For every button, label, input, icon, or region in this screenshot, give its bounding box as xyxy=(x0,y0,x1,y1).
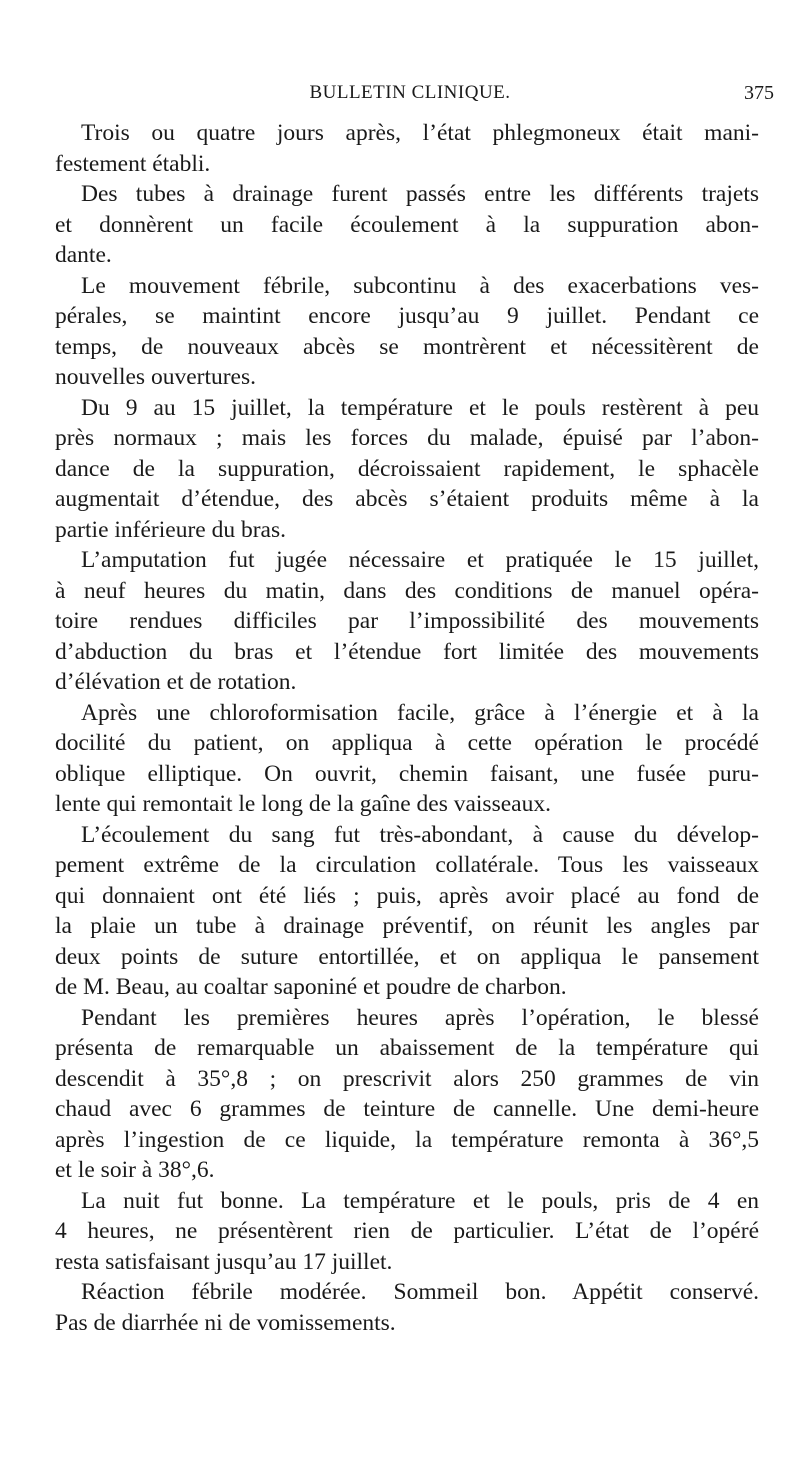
text-line: Après une chloroformisation facile, grâce à l’énergie et à la xyxy=(81,699,759,726)
text-line: lente qui remontait le long de la gaîne des vaisseaux. xyxy=(55,791,551,817)
text-line: La nuit fut bonne. La température et le pouls, pris de 4 en xyxy=(81,1187,759,1214)
text-line: après l’ingestion de ce liquide, la température remonta à 36°,5 xyxy=(55,1126,759,1153)
text-line: Trois ou quatre jours après, l’état phlegmoneux était mani- xyxy=(81,120,759,146)
text-line: de M. Beau, au coaltar saponiné et poudre de charbon. xyxy=(55,974,567,1000)
paragraph xyxy=(55,1277,759,1338)
text-line: L’amputation fut jugée nécessaire et pratiquée le 15 juillet, xyxy=(81,547,759,573)
text-line: qui donnaient ont été liés ; puis, après avoir placé au fond de xyxy=(55,882,759,909)
text-line: festement établi. xyxy=(55,150,211,177)
text-line: descendit à 35°,8 ; on prescrivit alors 250 grammes de vin xyxy=(55,1065,759,1092)
text-line: Le mouvement fébrile, subcontinu à des exacerbations ves- xyxy=(81,272,759,299)
text-line: d’abduction du bras et l’étendue fort limitée des mouvements xyxy=(55,638,759,665)
text-line: près normaux ; mais les forces du malade, épuisé par l’abon- xyxy=(55,425,759,451)
paragraph xyxy=(55,179,759,271)
paragraph xyxy=(55,271,759,393)
text-line: Pas de diarrhée ni de vomissements. xyxy=(55,1309,396,1336)
text-line: 4 heures, ne présentèrent rien de particulier. L’état de l’opéré xyxy=(55,1218,759,1244)
text-line: temps, de nouveaux abcès se montrèrent et nécessitèrent de xyxy=(55,333,759,360)
paragraph xyxy=(55,820,759,1003)
body-text xyxy=(55,118,759,1338)
page-number: 375 xyxy=(744,82,774,104)
text-line: docilité du patient, on appliqua à cette opération le procédé xyxy=(55,730,759,756)
text-line: toire rendues difficiles par l’impossibilité des mouvements xyxy=(55,608,759,634)
running-title: BULLETIN CLINIQUE. xyxy=(309,82,511,103)
paragraph xyxy=(55,393,759,546)
text-line: chaud avec 6 grammes de teinture de cannelle. Une demi-heure xyxy=(55,1096,759,1122)
text-line: augmentait d’étendue, des abcès s’étaient produits même à la xyxy=(55,486,759,512)
text-line: la plaie un tube à drainage préventif, on réunit les angles par xyxy=(55,913,759,939)
text-line: Du 9 au 15 juillet, la température et le pouls restèrent à peu xyxy=(81,394,759,421)
text-line: oblique elliptique. On ouvrit, chemin faisant, une fusée puru- xyxy=(55,760,759,787)
paragraph xyxy=(55,1003,759,1186)
text-line: L’écoulement du sang fut très-abondant, à cause du dévelop- xyxy=(81,821,759,848)
text-line: pement extrême de la circulation collatérale. Tous les vaisseaux xyxy=(55,852,759,878)
running-head xyxy=(40,80,780,110)
text-line: dante. xyxy=(55,242,112,268)
paragraph xyxy=(55,545,759,698)
text-line: d’élévation et de rotation. xyxy=(55,669,297,695)
text-line: nouvelles ouvertures. xyxy=(55,364,257,390)
text-line: Pendant les premières heures après l’opération, le blessé xyxy=(81,1004,759,1031)
text-line: deux points de suture entortillée, et on appliqua le pansement xyxy=(55,943,759,970)
paragraph xyxy=(55,1186,759,1278)
text-line: Réaction fébrile modérée. Sommeil bon. Appétit conservé. xyxy=(81,1279,759,1305)
text-line: partie inférieure du bras. xyxy=(55,516,286,543)
text-line: présenta de remarquable un abaissement de la température qui xyxy=(55,1035,759,1061)
text-line: Des tubes à drainage furent passés entre les différents trajets xyxy=(81,181,759,207)
text-line: et donnèrent un facile écoulement à la suppuration abon- xyxy=(55,211,759,238)
text-line: resta satisfaisant jusqu’au 17 juillet. xyxy=(55,1248,393,1275)
text-line: et le soir à 38°,6. xyxy=(55,1157,215,1183)
paragraph xyxy=(55,698,759,820)
text-line: pérales, se maintint encore jusqu’au 9 juillet. Pendant ce xyxy=(55,303,759,329)
text-line: dance de la suppuration, décroissaient rapidement, le sphacèle xyxy=(55,455,759,482)
paragraph xyxy=(55,118,759,179)
text-line: à neuf heures du matin, dans des conditions de manuel opéra- xyxy=(55,577,759,604)
